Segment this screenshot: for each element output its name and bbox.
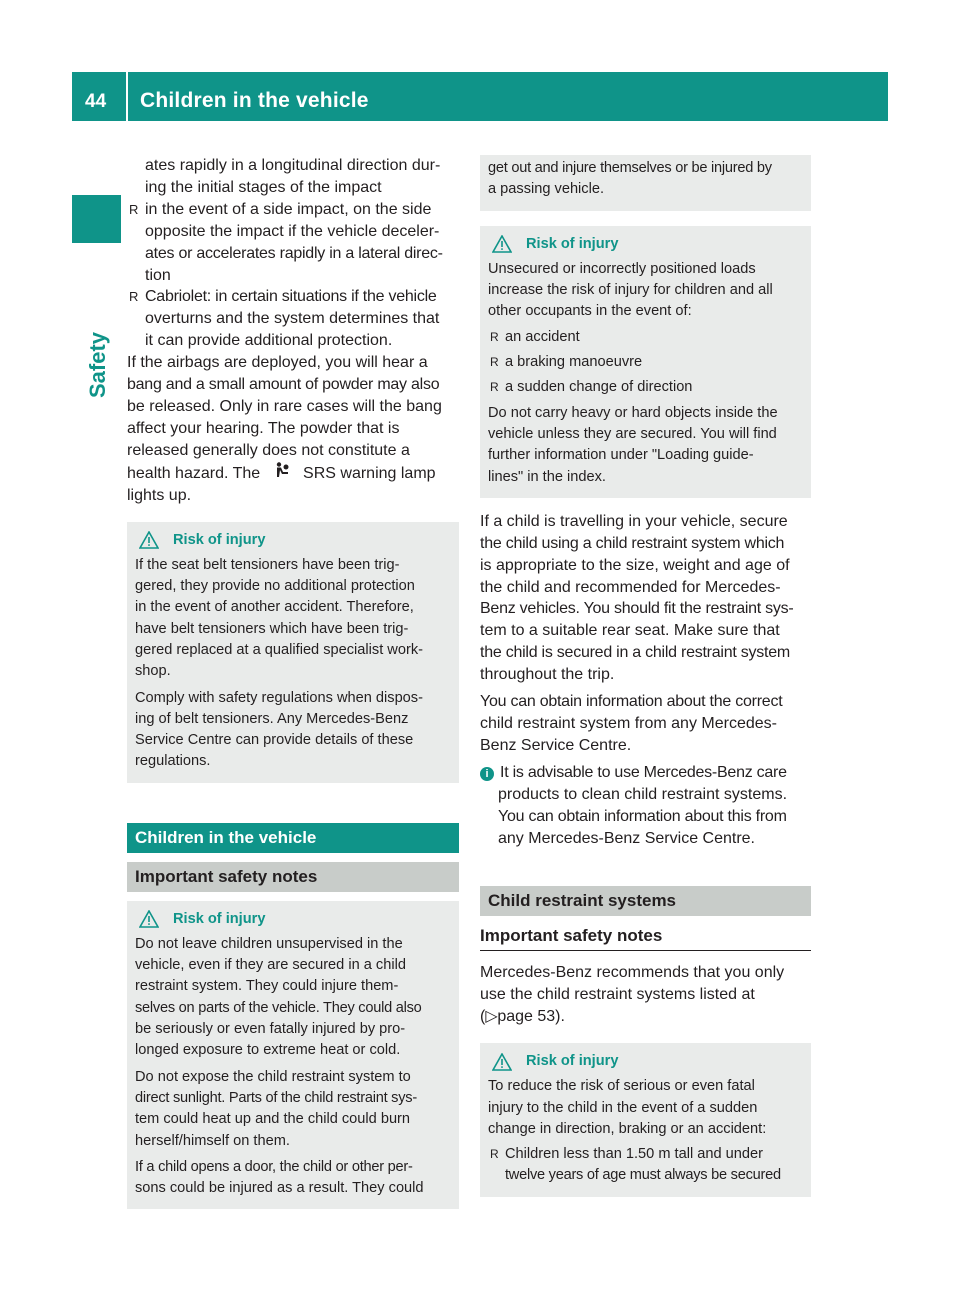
- warning-heading: [135, 909, 451, 930]
- list-item: R a sudden change of direction: [488, 377, 803, 398]
- section-tab-label: Safety: [85, 331, 110, 399]
- warning-box: [480, 226, 811, 498]
- warning-paragraph: [488, 1076, 803, 1140]
- text-line: use the child restraint systems listed at: [480, 986, 755, 1004]
- text-line: have belt tensioners which have been trig-: [135, 620, 409, 637]
- paragraph: [480, 962, 811, 1028]
- text-line: Comply with safety regulations when dispos-: [135, 689, 423, 706]
- text-line: Mercedes-Benz recommends that you only: [480, 964, 785, 982]
- text-line: gered replaced at a qualified specialist work-: [135, 641, 423, 658]
- info-note: [480, 762, 811, 850]
- text-line: a passing vehicle.: [488, 181, 605, 198]
- text-line: Benz vehicles. You should fit the restraint sys-: [480, 600, 794, 618]
- text-line: further information under "Loading guide-: [488, 447, 754, 464]
- text-line: lines" in the index.: [488, 468, 606, 485]
- warning-paragraph: [488, 158, 803, 201]
- text-line: R in the event of a side impact, on the side: [145, 200, 432, 218]
- warning-triangle-icon: [139, 910, 159, 928]
- warning-paragraph: [135, 688, 451, 773]
- text-line: affect your hearing. The powder that is: [127, 419, 400, 437]
- warning-heading: [488, 234, 803, 255]
- text-line: overturns and the system determines that: [145, 310, 440, 328]
- section-heading: Child restraint systems: [480, 886, 811, 916]
- warning-title: Risk of injury: [526, 235, 619, 252]
- warning-title: Risk of injury: [173, 910, 266, 927]
- text-line: If the airbags are deployed, you will hear a: [127, 354, 428, 372]
- text-line: it can provide additional protection.: [145, 332, 393, 350]
- warning-box: [127, 901, 459, 1210]
- page-number: 44: [85, 91, 107, 112]
- left-column: [127, 155, 459, 1209]
- list-item: [127, 199, 459, 287]
- warning-paragraph: [135, 1067, 451, 1152]
- warning-paragraph: [488, 403, 803, 488]
- text-line: gered, they provide no additional protection: [135, 578, 415, 595]
- warning-title: Risk of injury: [526, 1052, 619, 1069]
- text-line: Do not leave children unsupervised in the: [135, 935, 403, 952]
- text-fragment: SRS warning lamp: [303, 464, 436, 482]
- list-item: [488, 1144, 803, 1187]
- text-line: products to clean child restraint systems.: [498, 785, 788, 803]
- warning-box: [480, 1043, 811, 1197]
- text-line: tem to a suitable rear seat. Make sure that: [480, 622, 780, 640]
- paragraph: [480, 691, 811, 757]
- text-line: throughout the trip.: [480, 666, 615, 684]
- text-line: the child using a child restraint system which: [480, 534, 785, 552]
- text-line: [480, 762, 811, 784]
- text-line: lights up.: [127, 486, 192, 504]
- text-fragment: health hazard. The: [127, 464, 261, 482]
- text-line: in the event of another accident. Therefore,: [135, 599, 414, 616]
- right-column: [480, 155, 811, 1197]
- text-line: released generally does not constitute a: [127, 441, 410, 459]
- text-line: If a child is travelling in your vehicle, secure: [480, 512, 788, 530]
- section-tab-block: [72, 195, 121, 243]
- warning-paragraph: [488, 259, 803, 323]
- warning-title: Risk of injury: [173, 531, 266, 548]
- text-line: You can obtain information about this from: [498, 807, 787, 825]
- text-line: Benz Service Centre.: [480, 736, 632, 754]
- subsection-heading: Important safety notes: [127, 862, 459, 892]
- list-item: R an accident: [488, 327, 803, 348]
- text-line: ing of belt tensioners. Any Mercedes-Benz: [135, 710, 409, 727]
- text-line: injury to the child in the event of a sudden: [488, 1099, 758, 1116]
- srs-warning-lamp-icon: [265, 462, 299, 485]
- text-line: the child is secured in a child restraint system: [480, 644, 790, 662]
- text-line: Children less than 1.50 m tall and under: [505, 1146, 763, 1163]
- text-line: ing the initial stages of the impact: [145, 178, 382, 196]
- warning-triangle-icon: [492, 1053, 512, 1071]
- text-line: To reduce the risk of serious or even fatal: [488, 1078, 755, 1095]
- reference-arrow-icon: ▷: [485, 1008, 498, 1026]
- warning-triangle-icon: [492, 235, 512, 253]
- text-line: child restraint system from any Mercedes-: [480, 715, 777, 733]
- list-item: [127, 286, 459, 352]
- text-line: vehicle, even if they are secured in a child: [135, 957, 406, 974]
- text-line: vehicle unless they are secured. You will find: [488, 425, 777, 442]
- text-line: other occupants in the event of:: [488, 303, 692, 320]
- text-line: bang and a small amount of powder may also: [127, 376, 440, 394]
- text-line: longed exposure to extreme heat or cold.: [135, 1042, 401, 1059]
- text-line: is appropriate to the size, weight and age of: [480, 556, 790, 574]
- page-title: Children in the vehicle: [140, 89, 369, 112]
- text-line: change in direction, braking or an accident:: [488, 1120, 767, 1137]
- text-line: selves on parts of the vehicle. They could also: [135, 999, 422, 1016]
- text-line: herself/himself on them.: [135, 1132, 290, 1149]
- text-line: shop.: [135, 663, 171, 680]
- text-line: Unsecured or incorrectly positioned loads: [488, 260, 756, 277]
- warning-paragraph: [135, 555, 451, 683]
- text-line: the child and recommended for Mercedes-: [480, 578, 781, 596]
- text-line: Service Centre can provide details of these: [135, 732, 414, 749]
- text-line: If the seat belt tensioners have been trig-: [135, 556, 400, 573]
- text-line: direct sunlight. Parts of the child restraint sys-: [135, 1089, 417, 1106]
- warning-box-continued: [480, 155, 811, 211]
- paragraph: [480, 511, 811, 686]
- list-item: R a braking manoeuvre: [488, 352, 803, 373]
- text-line: ates or accelerates rapidly in a lateral direc-: [145, 244, 443, 262]
- page-reference-link[interactable]: page 53).: [497, 1008, 565, 1026]
- text-line: get out and injure themselves or be injured by: [488, 160, 772, 176]
- text-line: R Cabriolet: in certain situations if the vehicle: [145, 288, 437, 306]
- warning-paragraph: [135, 934, 451, 1062]
- text-line: be released. Only in rare cases will the bang: [127, 397, 442, 415]
- text-line: be seriously or even fatally injured by pro-: [135, 1021, 406, 1038]
- text-line: tion: [145, 266, 171, 284]
- text-line: opposite the impact if the vehicle deceler-: [145, 222, 440, 240]
- text-line: sons could be injured as a result. They could: [135, 1180, 424, 1197]
- text-line: regulations.: [135, 753, 211, 770]
- header-divider: [126, 72, 128, 121]
- text-line: (▷page 53).: [480, 1008, 565, 1025]
- text-line: [127, 462, 459, 485]
- warning-triangle-icon: [139, 531, 159, 549]
- warning-paragraph: [135, 1157, 451, 1200]
- info-icon: i: [480, 767, 494, 781]
- text-line: restraint system. They could injure them-: [135, 978, 399, 995]
- text-line: any Mercedes-Benz Service Centre.: [498, 829, 755, 847]
- warning-box: [127, 522, 459, 783]
- text-line: If a child opens a door, the child or other per-: [135, 1158, 413, 1175]
- section-tab: [78, 325, 118, 405]
- text-line: Do not carry heavy or hard objects inside the: [488, 404, 778, 421]
- section-heading: Children in the vehicle: [127, 823, 459, 853]
- text-line: ates rapidly in a longitudinal direction dur-: [145, 157, 441, 174]
- subsection-heading: Important safety notes: [480, 925, 811, 951]
- warning-heading: [135, 530, 451, 551]
- text-line: twelve years of age must always be secured: [505, 1167, 781, 1184]
- text-fragment: It is advisable to use Mercedes-Benz care: [500, 763, 787, 781]
- text-line: increase the risk of injury for children and all: [488, 282, 773, 299]
- text-line: You can obtain information about the correct: [480, 693, 783, 711]
- text-line: tem could heat up and the child could burn: [135, 1111, 411, 1128]
- warning-heading: [488, 1051, 803, 1072]
- text-line: Do not expose the child restraint system to: [135, 1068, 411, 1085]
